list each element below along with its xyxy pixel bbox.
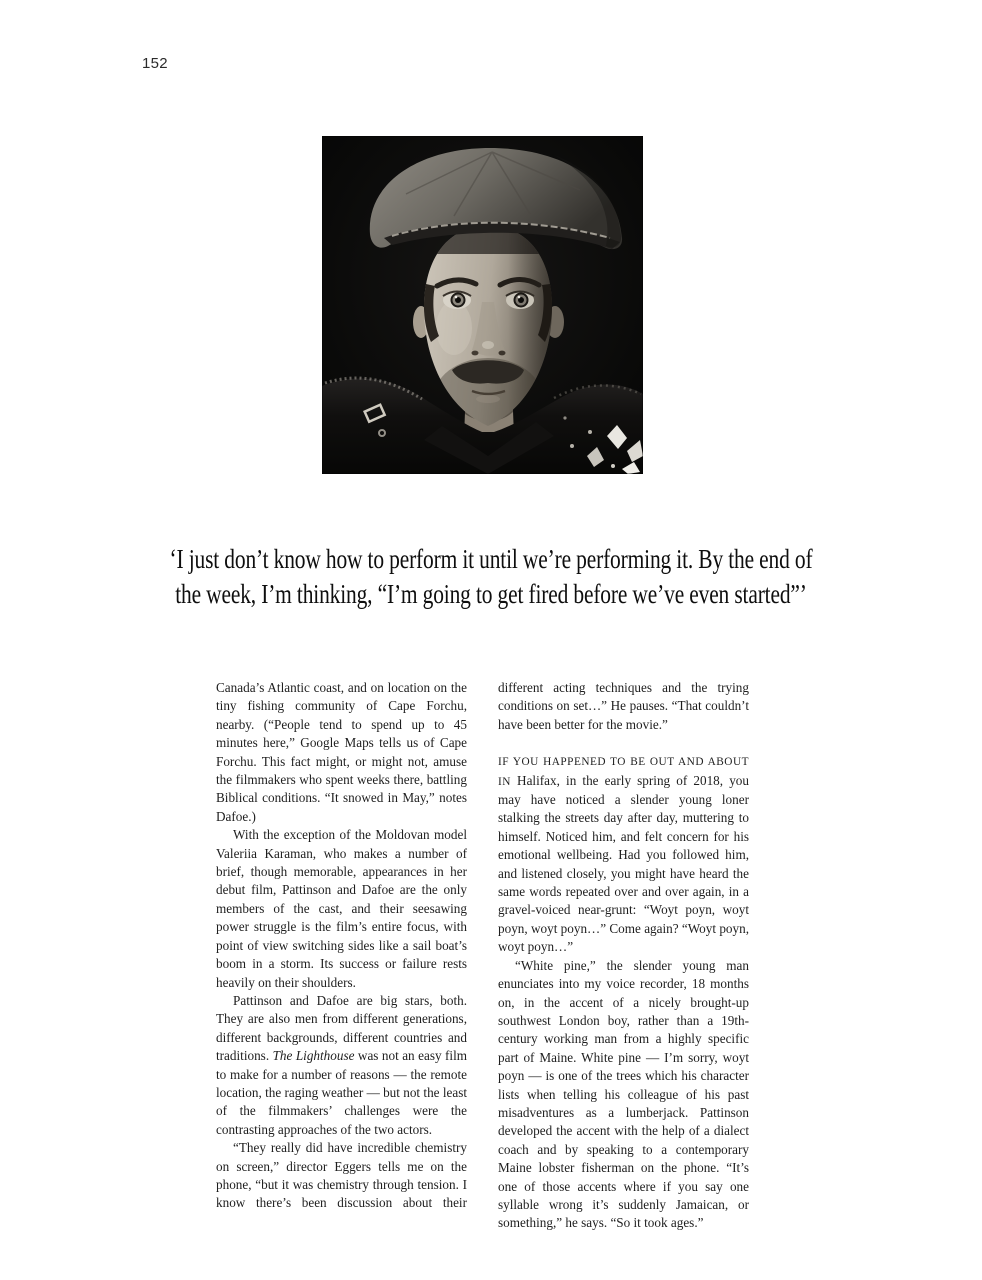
paragraph [498,679,749,734]
paragraph [498,752,749,956]
portrait-photo [322,136,643,474]
paragraph [498,957,749,1233]
film-title: The Lighthouse [272,1048,355,1064]
paragraph-text: “They really did have incredible chemistry on screen,” director Eggers tells me on the phone, “but it was chemistry through tension. I know there’s been discussion about their [216,1140,467,1211]
right-column [498,679,749,1233]
paragraph [216,1139,467,1213]
paragraph-text: Canada’s Atlantic coast, and on location on the tiny fishing community of Cape Forchu, nearby. (“People tend to spend up to 45 minutes here,” Google Maps tells us of Cape Forchu. This fact might, or might not, amuse the filmmakers who spent weeks there, battling Biblical conditions. “It snowed in May,” notes Dafoe.) [216,680,467,824]
page-number: 152 [142,55,168,72]
section-opener-smallcaps: IF YOU HAPPENED TO BE OUT AND ABOUT IN [498,756,749,788]
paragraph-text: With the exception of the Moldovan model Valeriia Karaman, who makes a number of brief, though memorable, appearances in her debut film, Pattinson and Dafoe are the only members of the cast, and their seesawing power struggle is the film’s entire focus, with point of view switching sides like a sail boat’s boom in a storm. Its success or failure rests heavily on their shoulders. [216,827,467,990]
paragraph-text: was not an easy film to make for a number of reasons — the remote location, the raging weather — but not the least of the filmmakers’ challenges were the contrasting approaches of the two actors. [216,1048,467,1137]
paragraph-text: Pattinson and Dafoe are big stars, both. They are also men from different generations, different backgrounds, different countries and traditions. [216,992,467,1064]
paragraph-text: “White pine,” the slender young man enunciates into my voice recorder, 18 months on, in the accent of a nicely brought-up southwest London boy, rather than a 19th-century working man from a highly specific part of Maine. White pine — I’m sorry, woyt poyn — is one of the trees which his character lists when telling his colleague of his past misadventures as a lumberjack. Pattinson developed the accent with the help of a dialect coach and by speaking to a contemporary Maine lobster fisherman on the phone. “It’s one of those accents where if you say one syllable wrong it’s suddenly Jamaican, or something,” he says. “So it took ages.” [498,957,749,1231]
portrait-photo-illustration [322,136,643,474]
paragraph [216,679,467,826]
article-body [216,679,750,1233]
pull-quote-line-2: the week, I’m thinking, “I’m going to get fired before we’ve even started”’ [175,578,807,609]
pull-quote [0,541,982,611]
paragraph-text: Halifax, in the early spring of 2018, you may have noticed a slender young loner stalking the streets day after day, muttering to himself. Noticed him, and felt concern for his emotional wellbeing. Had you followed him, and listened closely, you might have heard the same words repeated over and over again, in a gravel-voiced near-grunt: “Woyt poyn, woyt poyn, woyt poyn…” Come again? “Woyt poyn, woyt poyn…” [498,772,749,955]
pull-quote-line-1: ‘I just don’t know how to perform it until we’re performing it. By the end of [169,543,813,574]
left-column [216,679,467,1233]
paragraph [216,826,467,992]
paragraph [216,992,467,1139]
paragraph-text: different acting techniques and the trying conditions on set…” He pauses. “That couldn’t have been better for the movie.” [498,680,749,732]
